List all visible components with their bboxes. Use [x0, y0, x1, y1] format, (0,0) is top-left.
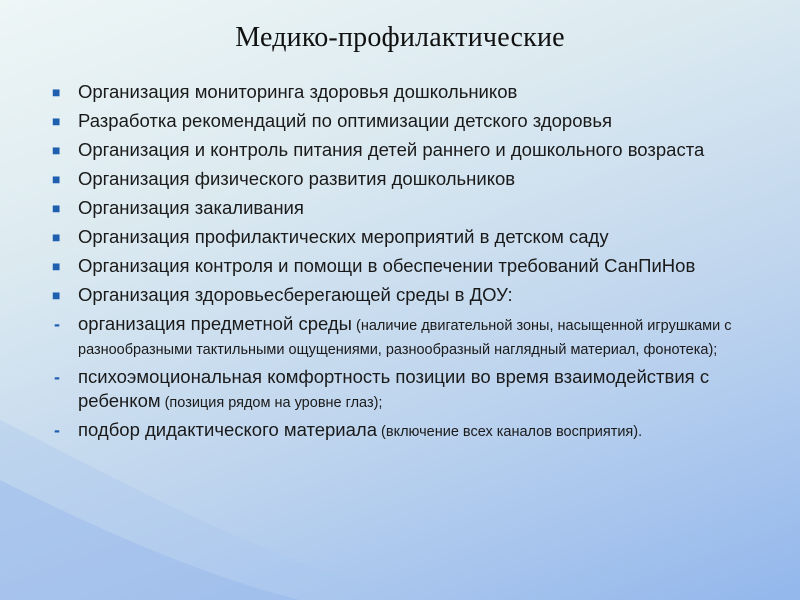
list-item — [52, 167, 782, 191]
sub-item-main-text: организация предметной среды — [78, 313, 352, 334]
sub-item-main-text: психоэмоциональная комфортность позиции во время взаимодействия с ребенком — [78, 366, 710, 411]
list-item-text: Разработка рекомендаций по оптимизации детского здоровья — [78, 110, 612, 131]
dash-bullet-icon: - — [54, 420, 60, 440]
square-bullet-icon: ■ — [52, 287, 61, 303]
square-bullet-icon: ■ — [52, 171, 61, 187]
sub-list-item — [52, 365, 782, 413]
square-bullet-icon: ■ — [52, 84, 61, 100]
square-bullet-icon: ■ — [52, 258, 61, 274]
list-item — [52, 109, 782, 133]
slide-title: Медико-профилактические — [235, 22, 565, 53]
list-item — [52, 80, 782, 104]
sub-item-note-text: (наличие двигательной зоны, насыщенной игрушками с разнообразными тактильными ощущениями, разнообразный наглядный материал, фонотека); — [78, 318, 732, 358]
bullet-list — [52, 80, 782, 447]
list-item — [52, 138, 782, 162]
square-bullet-icon: ■ — [52, 113, 61, 129]
sub-list-item — [52, 418, 782, 442]
list-item-text: Организация профилактических мероприятий в детском саду — [78, 226, 609, 247]
list-item — [52, 196, 782, 220]
list-item — [52, 254, 782, 278]
dash-bullet-icon: - — [54, 367, 60, 387]
square-bullet-icon: ■ — [52, 200, 61, 216]
list-item-text: Организация здоровьесберегающей среды в ДОУ: — [78, 284, 513, 305]
sub-item-main-text: подбор дидактического материала — [78, 419, 378, 440]
sub-item-note-text: (включение всех каналов восприятия). — [377, 424, 643, 440]
list-item — [52, 225, 782, 249]
square-bullet-icon: ■ — [52, 142, 61, 158]
list-item-text: Организация закаливания — [78, 197, 304, 218]
list-item-text: Организация контроля и помощи в обеспечении требований СанПиНов — [78, 255, 696, 276]
square-bullet-icon: ■ — [52, 229, 61, 245]
list-item — [52, 283, 782, 307]
list-item-text: Организация и контроль питания детей раннего и дошкольного возраста — [78, 139, 705, 160]
sub-list-item — [52, 312, 782, 360]
list-item-text: Организация физического развития дошкольников — [78, 168, 516, 189]
sub-item-note-text: (позиция рядом на уровне глаз); — [160, 395, 383, 411]
dash-bullet-icon: - — [54, 314, 60, 334]
list-item-text: Организация мониторинга здоровья дошкольников — [78, 81, 518, 102]
